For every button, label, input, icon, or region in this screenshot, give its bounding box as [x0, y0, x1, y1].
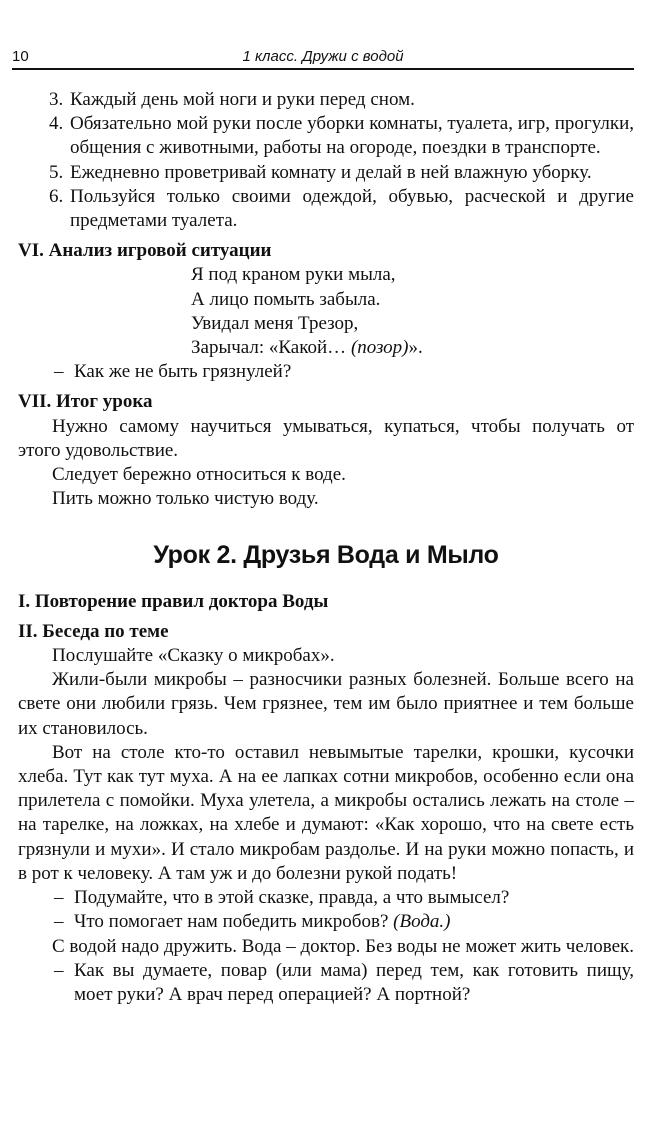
question-line: [18, 360, 634, 384]
running-header: [12, 48, 634, 70]
poem-answer: (позор): [350, 337, 409, 359]
page-number: 10: [12, 48, 29, 65]
rule-number: 4.: [49, 113, 64, 135]
poem-line: Увидал меня Трезор,: [191, 312, 359, 334]
rule-item: [18, 161, 634, 185]
section-heading-vii: VII. Итог урока: [18, 391, 153, 413]
dash-mark: –: [54, 959, 64, 981]
rule-number: 6.: [49, 185, 64, 207]
poem-line: Я под краном руки мыла,: [191, 264, 396, 286]
page-content: [18, 88, 634, 1007]
rule-text: Каждый день мой ноги и руки перед сном.: [70, 89, 415, 110]
poem: [18, 263, 634, 360]
running-title: 1 класс. Дружи с водой: [242, 48, 404, 65]
poem-line: Зарычал: «Какой… (позор)».: [191, 337, 423, 359]
paragraph: Пить можно только чистую воду.: [52, 488, 319, 510]
rule-item: [18, 112, 634, 160]
question-line: [18, 910, 634, 934]
section-heading-i: I. Повторение правил доктора Воды: [18, 590, 329, 612]
lesson-title: Урок 2. Друзья Вода и Мыло: [153, 541, 499, 570]
rule-text: Ежедневно проветривай комнату и делай в ней влажную уборку.: [70, 161, 592, 183]
paragraph: Послушайте «Сказку о микробах».: [52, 645, 335, 667]
dash-mark: –: [54, 911, 64, 933]
question-text: Как же не быть грязнулей?: [74, 361, 292, 383]
paragraph: Нужно самому научиться умываться, купаться, чтобы получать от этого удовольствие.: [18, 415, 634, 461]
question-text: Подумайте, что в этой сказке, правда, а что вымысел?: [74, 887, 510, 909]
rule-text: Пользуйся только своими одеждой, обувью, расческой и другие предметами туалета.: [70, 185, 634, 232]
question-line: [18, 959, 634, 1007]
poem-line: А лицо помыть забыла.: [191, 288, 381, 310]
paragraph: С водой надо дружить. Вода – доктор. Без воды не может жить человек.: [52, 935, 635, 957]
dash-mark: –: [54, 361, 64, 383]
question-text: Что помогает нам победить микробов?: [74, 911, 394, 933]
rule-item: [18, 185, 634, 233]
story-paragraph: Вот на столе кто-то оставил невымытые тарелки, крошки, кусочки хлеба. Тут как тут муха. А на ее лапках сотни микробов, особенно если она прилетела с помойки. Муха улетела, а микробы остались лежать на столе – на тарелке, на ложках, на хлебе и думают: «Как хорошо, что на свете есть грязнули и мухи». И стало микробам раздолье. И на руки можно попасть, и в рот к человеку. А там уж и до болезни рукой подать!: [18, 741, 634, 884]
rule-number: 5.: [49, 161, 64, 183]
section-heading-ii: II. Беседа по теме: [18, 620, 169, 642]
rule-number: 3.: [49, 89, 64, 110]
question-line: [18, 886, 634, 910]
question-text: Как вы думаете, повар (или мама) перед тем, как готовить пищу, моет руки? А врач перед операцией? А портной?: [74, 959, 634, 1005]
rule-text: Обязательно мой руки после уборки комнаты, туалета, игр, прогулки, общения с животными, работы на огороде, поездки в транспорте.: [70, 113, 634, 159]
story-paragraph: Жили-были микробы – разносчики разных болезней. Больше всего на свете они любили грязь. Чем грязнее, тем им было приятнее и тем больше их становилось.: [18, 669, 634, 739]
section-heading-vi: VI. Анализ игровой ситуации: [18, 240, 272, 262]
dash-mark: –: [54, 887, 64, 909]
paragraph: Следует бережно относиться к воде.: [52, 464, 346, 486]
answer-text: (Вода.): [393, 911, 451, 933]
rule-item: [18, 88, 634, 112]
rules-list: [18, 88, 634, 233]
